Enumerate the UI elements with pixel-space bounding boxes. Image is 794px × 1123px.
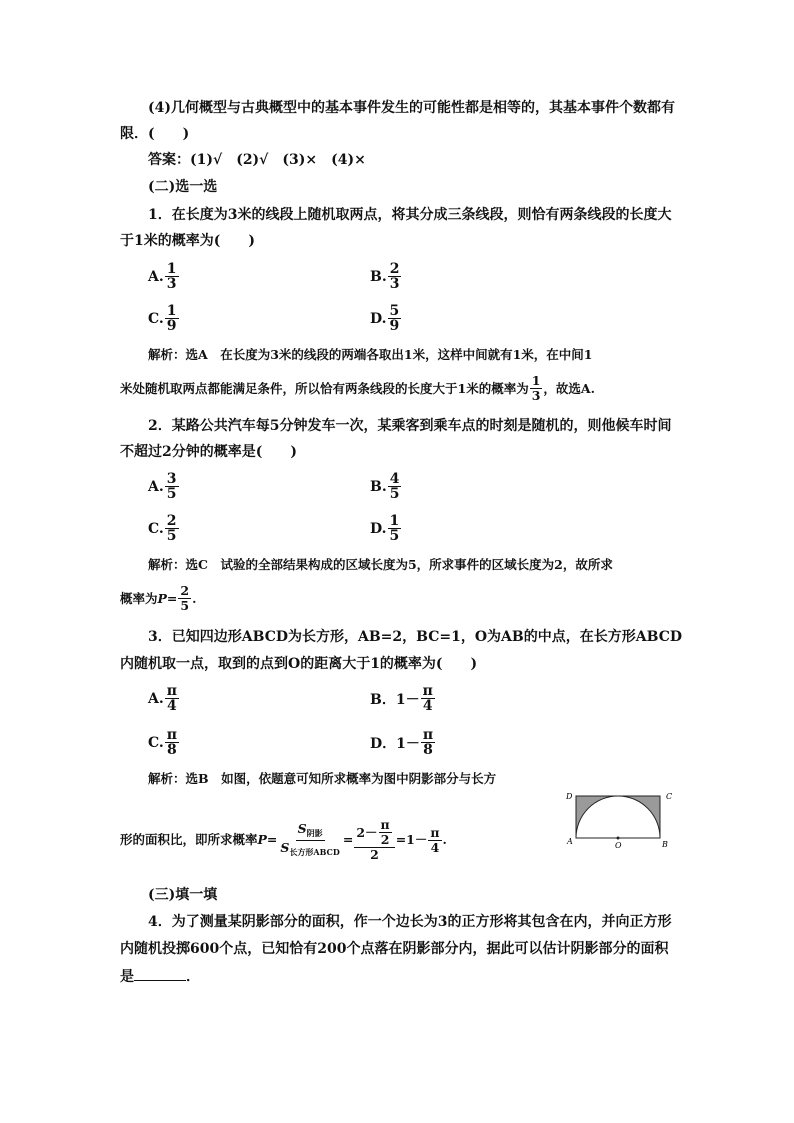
denominator: 3: [389, 276, 400, 292]
fraction: [165, 262, 179, 291]
option-label: C.: [148, 310, 164, 327]
numerator: π: [166, 727, 178, 743]
q2-solution-line2: [120, 584, 196, 613]
numerator: π: [422, 727, 434, 743]
option-label: A.: [148, 478, 164, 495]
fraction: [165, 472, 179, 501]
subscript: 长方形ABCD: [289, 846, 340, 857]
option-label: C.: [148, 520, 164, 537]
label-b: B: [662, 840, 668, 849]
fraction: [428, 826, 441, 855]
q4-stem-line1: 4．为了测量某阴影部分的面积，作一个边长为3的正方形将其包含在内，并向正方形: [148, 914, 672, 930]
fraction: [421, 728, 435, 757]
denominator: 2: [380, 832, 390, 847]
period: ．: [186, 969, 200, 985]
section3-heading: (三)填一填: [148, 887, 218, 903]
fraction: [388, 514, 402, 543]
q3-option-d: [370, 728, 436, 757]
numerator: 4: [389, 471, 400, 487]
answer-prefix: 是: [120, 969, 134, 985]
numerator: 1: [531, 373, 541, 388]
denominator: 9: [166, 318, 177, 334]
q3-option-a: [148, 684, 180, 713]
denominator: 3: [166, 276, 177, 292]
q1-option-d: [370, 304, 402, 333]
denominator: 8: [167, 742, 177, 758]
q1-option-a: [148, 262, 180, 291]
q1-stem-line2: 于1米的概率为( ): [120, 233, 255, 249]
numerator: 2: [180, 583, 190, 598]
numerator: π: [166, 683, 177, 699]
q2-option-c: [148, 514, 180, 543]
denominator: 4: [430, 839, 440, 855]
q1-option-b: [370, 262, 402, 291]
q1-option-c: [148, 304, 180, 333]
label-o: O: [615, 841, 622, 850]
numerator: 2: [389, 261, 400, 277]
numerator-prefix: 2－: [356, 824, 378, 840]
q2-stem-line1: 2．某路公共汽车每5分钟发车一次，某乘客到乘车点的时刻是随机的，则他候车时间: [148, 418, 672, 434]
period: .: [192, 590, 197, 606]
numerator: 3: [166, 471, 177, 487]
option-label: C.: [148, 734, 164, 751]
denominator: 5: [180, 598, 190, 613]
denominator: 5: [389, 528, 400, 544]
denominator: 4: [167, 698, 177, 714]
numerator: [354, 818, 394, 848]
denominator: 8: [423, 742, 433, 758]
q3-stem-line2: 内随机取一点，取到的点到O的距离大于1的概率为( ): [120, 656, 478, 672]
denominator: 5: [166, 486, 177, 502]
area-ratio-fraction: [278, 822, 341, 859]
fraction: [530, 374, 543, 403]
option-prefix: 1－: [396, 735, 420, 752]
equals-sign: =: [166, 590, 178, 606]
label-a: A: [567, 837, 573, 846]
period: .: [442, 832, 447, 847]
numerator: π: [430, 824, 440, 840]
solution-text: ，故选A.: [543, 380, 595, 396]
q3-solution-line1: 解析：选B 如图，依题意可知所求概率为图中阴影部分与长方: [148, 771, 497, 786]
fraction: [165, 304, 179, 333]
option-prefix: 1－: [395, 691, 420, 708]
fraction: [165, 684, 179, 713]
denominator: 3: [531, 388, 541, 403]
denominator: [278, 841, 341, 859]
item4-line1: (4)几何概型与古典概型中的基本事件发生的可能性都是相等的，其基本事件个数都有: [148, 100, 675, 116]
solution-text: 形的面积比，即所求概率: [120, 832, 258, 847]
q2-stem-line2: 不超过2分钟的概率是( ): [120, 444, 297, 460]
denominator: 9: [389, 318, 400, 334]
option-label: D.: [370, 520, 387, 537]
numerator: π: [380, 817, 390, 832]
label-d: D: [566, 792, 573, 801]
option-label: D.: [370, 310, 387, 327]
numerator: 1: [389, 513, 400, 529]
q2-option-a: [148, 472, 180, 501]
numerator: [296, 822, 325, 841]
fraction: [421, 684, 435, 713]
numerator: 2: [166, 513, 177, 529]
rectangle-semicircle-figure: [562, 786, 678, 852]
option-label: B.: [370, 478, 387, 495]
q2-option-d: [370, 514, 402, 543]
denominator: 5: [166, 528, 177, 544]
fraction: [388, 472, 402, 501]
q2-solution-line1: 解析：选C 试验的全部结果构成的区域长度为5，所求事件的区域长度为2，故所求: [148, 557, 613, 572]
numerator: 5: [389, 303, 400, 319]
option-label: A.: [148, 268, 164, 285]
subscript: 阴影: [306, 827, 323, 838]
fraction: [388, 304, 402, 333]
compound-fraction: [354, 818, 394, 862]
q3-stem-line1: 3．已知四边形ABCD为长方形，AB=2，BC=1，O为AB的中点，在长方形ABCD: [148, 629, 682, 645]
solution-text: 概率为: [120, 590, 158, 606]
q2-option-b: [370, 472, 402, 501]
denominator: 5: [389, 486, 400, 502]
denominator: 2: [370, 847, 379, 862]
answer-blank[interactable]: [134, 968, 186, 981]
q3-option-b: [370, 684, 436, 713]
fraction: [178, 584, 191, 613]
s-symbol: S: [297, 820, 307, 836]
q1-stem-line1: 1．在长度为3米的线段上随机取两点，将其分成三条线段，则恰有两条线段的长度大: [148, 207, 672, 223]
q4-stem-line3: [120, 968, 200, 985]
answer-line: 答案：(1)√ (2)√ (3)× (4)×: [148, 152, 366, 168]
q3-solution-line2: 形的面积比，即所求概率 P = $\frac{S_{阴影}}{S_{长方形ABCD}}$ = 2－ $\frac{\pi}{2}$ 2 =1－ $\frac{\pi}{4}$ .: [120, 817, 447, 862]
s-symbol: S: [280, 839, 290, 855]
numerator: 1: [166, 303, 177, 319]
option-label: A.: [148, 690, 164, 707]
denominator: 4: [422, 698, 433, 714]
q3-option-c: [148, 728, 180, 757]
option-label: B．: [370, 691, 396, 708]
solution-text: 米处随机取两点都能满足条件，所以恰有两条线段的长度大于1米的概率为: [120, 380, 529, 396]
numerator: 1: [166, 261, 177, 277]
variable-p: P: [157, 590, 167, 606]
fraction: [165, 514, 179, 543]
option-label: B.: [370, 268, 387, 285]
fraction: [388, 262, 402, 291]
result-prefix: =1－: [395, 832, 428, 847]
fraction: [165, 728, 179, 757]
option-label: D．: [370, 735, 397, 752]
label-c: C: [666, 792, 673, 801]
variable-p: P: [257, 832, 267, 847]
numerator: π: [422, 683, 433, 699]
item4-line2: 限．( ): [120, 126, 190, 142]
q4-stem-line2: 内随机投掷600个点，已知恰有200个点落在阴影部分内，据此可以估计阴影部分的面积: [120, 941, 669, 957]
q1-solution-line1: 解析：选A 在长度为3米的线段的两端各取出1米，这样中间就有1米，在中间1: [148, 347, 593, 362]
fraction: [379, 818, 392, 847]
point-o: [617, 837, 620, 840]
section2-heading: (二)选一选: [148, 179, 218, 195]
q1-solution-line2: [120, 374, 595, 403]
